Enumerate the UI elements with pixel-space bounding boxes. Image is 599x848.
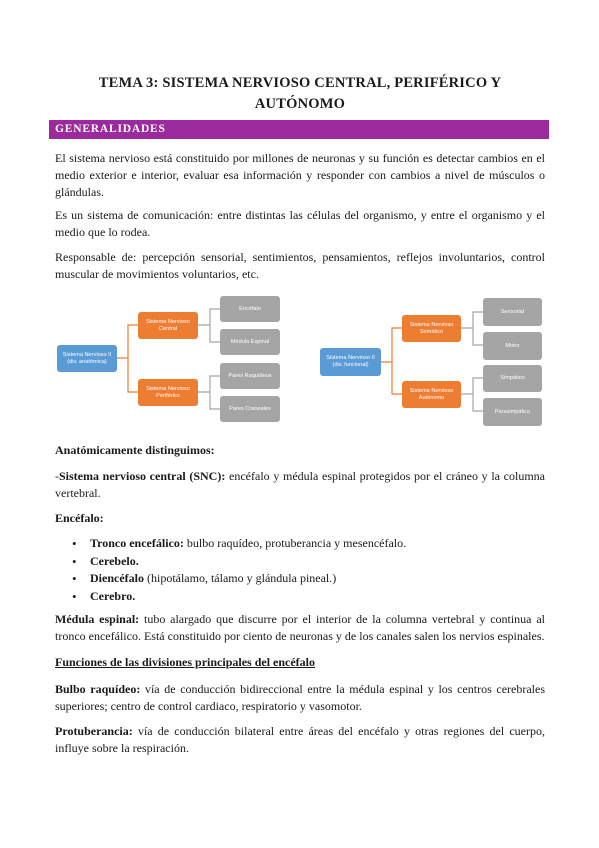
bulbo-paragraph	[55, 681, 545, 715]
medula-definition: tubo alargado que discurre por el interior de la columna vertebral y continua al tronco encefálico. Está constituido por ciento de neuronas y de los canales salen los nervios espinales.	[55, 612, 545, 643]
list-item-term: Cerebro.	[90, 588, 136, 603]
snc-term: Sistema nervioso central (SNC):	[59, 469, 226, 483]
protuberancia-definition: vía de conducción bilateral entre áreas del encéfalo y otras regiones del cuerpo, influye sobre la respiración.	[55, 724, 545, 755]
list-item-text: bulbo raquídeo, protuberancia y mesencéfalo.	[183, 536, 407, 550]
anatomic-heading: Anatómicamente distinguimos:	[55, 443, 215, 457]
list-item-term: Cerebelo.	[90, 553, 139, 568]
title-line-2: AUTÓNOMO	[254, 96, 346, 112]
list-item	[72, 570, 406, 588]
diagram-functional-motor: Motor	[483, 332, 542, 360]
diagram-anatomic-craneales: Pares Craneales	[220, 396, 280, 422]
list-item	[72, 588, 406, 606]
root-label-1: Sistema Nervioso II	[326, 355, 375, 361]
diagram-functional-sensorial: Sensorial	[483, 298, 542, 326]
diagram-anatomic-raquideos: Pares Raquídeos	[220, 363, 280, 389]
diagram-functional-parasimpatico: Parasimpático	[483, 398, 542, 426]
diagram-anatomic-snc: Sistema Nervioso Central	[138, 312, 198, 339]
funciones-heading: Funciones de las divisiones principales del encéfalo	[55, 655, 316, 669]
diagram-functional-simpatico: Simpático	[483, 365, 542, 392]
diagram-anatomic-snp: Sistema Nervioso Periférico	[138, 379, 198, 406]
snc-prefix: -	[55, 469, 59, 483]
section-header-generalidades: GENERALIDADES	[49, 120, 549, 139]
encefalo-heading: Encéfalo:	[55, 511, 104, 525]
diagram-functional-autonomo: Sistema Nervioso Autónomo	[402, 381, 461, 408]
protuberancia-term: Protuberancia:	[55, 724, 133, 738]
medula-term: Médula espinal:	[55, 612, 140, 626]
diagram-functional-somatico: Sistema Nervioso Somático	[402, 315, 461, 342]
intro-paragraph-1: El sistema nervioso está constituido por millones de neuronas y su función es detectar cambios en el medio exterior e interior, evaluar esa información y responder con cambios a nivel de músculos o glándulas.	[55, 151, 545, 199]
snc-definition: encéfalo y médula espinal protegidos por el cráneo y la columna vertebral.	[55, 469, 546, 500]
intro-paragraph-3: Responsable de: percepción sensorial, sentimientos, pensamientos, reflejos involuntarios, control muscular de movimientos voluntarios, etc.	[55, 250, 545, 281]
diagram-anatomic-medula: Médula Espinal	[220, 329, 280, 355]
root-label-1: Sistema Nervioso II	[62, 351, 112, 358]
intro-paragraph-2: Es un sistema de comunicación: entre distintas las células del organismo, y entre el organismo y el medio que lo rodea.	[55, 208, 545, 239]
root-label-2: (div. funcional)	[332, 362, 369, 368]
list-item	[72, 553, 406, 571]
list-item-term: Tronco encefálico:	[90, 536, 184, 550]
encefalo-list	[72, 535, 406, 605]
protuberancia-paragraph	[55, 723, 545, 757]
bulbo-definition: vía de conducción bidireccional entre la médula espinal y los centros cerebrales superiores; centro de control cardiaco, respiratorio y vasomotor.	[55, 682, 545, 713]
root-label-2: (div. anatómica)	[67, 358, 107, 365]
list-item	[72, 535, 406, 553]
medula-paragraph	[55, 611, 545, 645]
diagram-anatomic-encefalo: Encéfalo	[220, 296, 280, 322]
list-item-text: (hipotálamo, tálamo y glándula pineal.)	[143, 571, 337, 585]
snc-paragraph	[55, 468, 545, 502]
bulbo-term: Bulbo raquídeo:	[55, 682, 141, 696]
list-item-term: Diencéfalo	[90, 571, 144, 585]
title-line-1: TEMA 3: SISTEMA NERVIOSO CENTRAL, PERIFÉRICO Y	[98, 75, 502, 91]
diagram-functional-root	[320, 348, 381, 376]
